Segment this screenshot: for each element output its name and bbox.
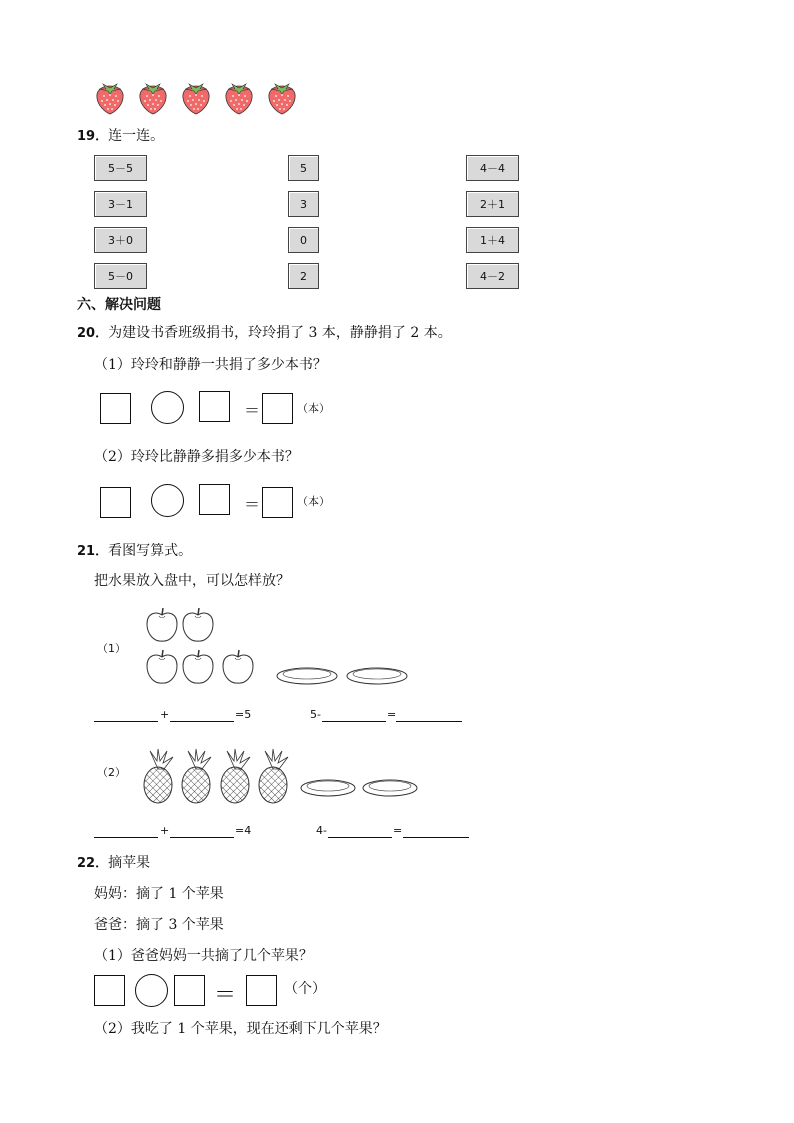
plates-image	[300, 778, 420, 802]
match-card[interactable]: 5－0	[94, 263, 147, 289]
blank-line[interactable]	[322, 721, 386, 722]
equals-sign: ＝	[244, 495, 261, 514]
q22-text: 摘苹果	[108, 855, 151, 871]
match-card[interactable]: 5	[288, 155, 319, 181]
q19-text: 连一连。	[108, 128, 165, 144]
q22-heading	[77, 852, 150, 872]
match-card[interactable]: 4－2	[466, 263, 519, 289]
q20-number: 20．	[77, 326, 109, 341]
minus-start: 5-	[310, 708, 321, 721]
blank-line[interactable]	[403, 837, 469, 838]
match-card[interactable]: 2	[288, 263, 319, 289]
q20-text: 为建设书香班级捐书，玲玲捐了 3 本，静静捐了 2 本。	[108, 325, 452, 341]
q20-sub1: （1）玲玲和静静一共捐了多少本书？	[94, 357, 327, 373]
unit-label: （个）	[284, 981, 326, 997]
q21-heading	[77, 540, 192, 560]
plates-image	[276, 666, 411, 690]
answer-box[interactable]	[174, 975, 205, 1006]
equals-sign: =	[387, 708, 397, 721]
pineapples-image	[142, 748, 294, 804]
match-card[interactable]: 2＋1	[466, 191, 519, 217]
q21-part1-label: （1）	[97, 642, 126, 655]
q22-dad-line: 爸爸：摘了 3 个苹果	[94, 917, 224, 933]
blank-line[interactable]	[170, 721, 234, 722]
q22-mom-line: 妈妈：摘了 1 个苹果	[94, 886, 224, 902]
answer-box[interactable]	[262, 487, 293, 518]
match-card[interactable]: 3	[288, 191, 319, 217]
unit-label: （本）	[297, 495, 330, 508]
q20-sub2: （2）玲玲比静静多捐多少本书？	[94, 449, 299, 465]
equals-value: =5	[235, 708, 252, 721]
q21-number: 21．	[77, 544, 109, 559]
operator-circle[interactable]	[151, 391, 184, 424]
answer-box[interactable]	[94, 975, 125, 1006]
q22-number: 22．	[77, 856, 109, 871]
plus-sign: +	[160, 824, 170, 837]
match-card[interactable]: 3＋0	[94, 227, 147, 253]
blank-line[interactable]	[396, 721, 462, 722]
match-card[interactable]: 1＋4	[466, 227, 519, 253]
operator-circle[interactable]	[151, 484, 184, 517]
unit-label: （本）	[297, 402, 330, 415]
q22-sub1: （1）爸爸妈妈一共摘了几个苹果？	[94, 948, 313, 964]
operator-circle[interactable]	[135, 974, 168, 1007]
strawberry-images	[94, 80, 304, 116]
blank-line[interactable]	[94, 837, 158, 838]
apples-image	[143, 602, 263, 688]
q19-heading	[77, 125, 164, 145]
equals-sign: ＝	[244, 401, 261, 420]
match-card[interactable]: 5－5	[94, 155, 147, 181]
match-card[interactable]: 4－4	[466, 155, 519, 181]
blank-line[interactable]	[170, 837, 234, 838]
equals-sign: =	[393, 824, 403, 837]
answer-box[interactable]	[199, 391, 230, 422]
plus-sign: +	[160, 708, 170, 721]
answer-box[interactable]	[100, 393, 131, 424]
blank-line[interactable]	[328, 837, 392, 838]
answer-box[interactable]	[199, 484, 230, 515]
match-card[interactable]: 0	[288, 227, 319, 253]
q20-heading	[77, 322, 452, 342]
strawberry-row	[94, 80, 304, 116]
q21-text: 看图写算式。	[108, 543, 193, 559]
equals-value: =4	[235, 824, 252, 837]
section-title: 六、解决问题	[77, 297, 161, 313]
q21-prompt: 把水果放入盘中，可以怎样放？	[94, 573, 290, 589]
answer-box[interactable]	[100, 487, 131, 518]
equals-sign: ＝	[214, 983, 237, 1008]
answer-box[interactable]	[262, 393, 293, 424]
answer-box[interactable]	[246, 975, 277, 1006]
match-card[interactable]: 3－1	[94, 191, 147, 217]
q22-sub2: （2）我吃了 1 个苹果，现在还剩下几个苹果？	[94, 1021, 387, 1037]
q19-number: 19．	[77, 129, 109, 144]
blank-line[interactable]	[94, 721, 158, 722]
minus-start: 4-	[316, 824, 327, 837]
q21-part2-label: （2）	[97, 766, 126, 779]
